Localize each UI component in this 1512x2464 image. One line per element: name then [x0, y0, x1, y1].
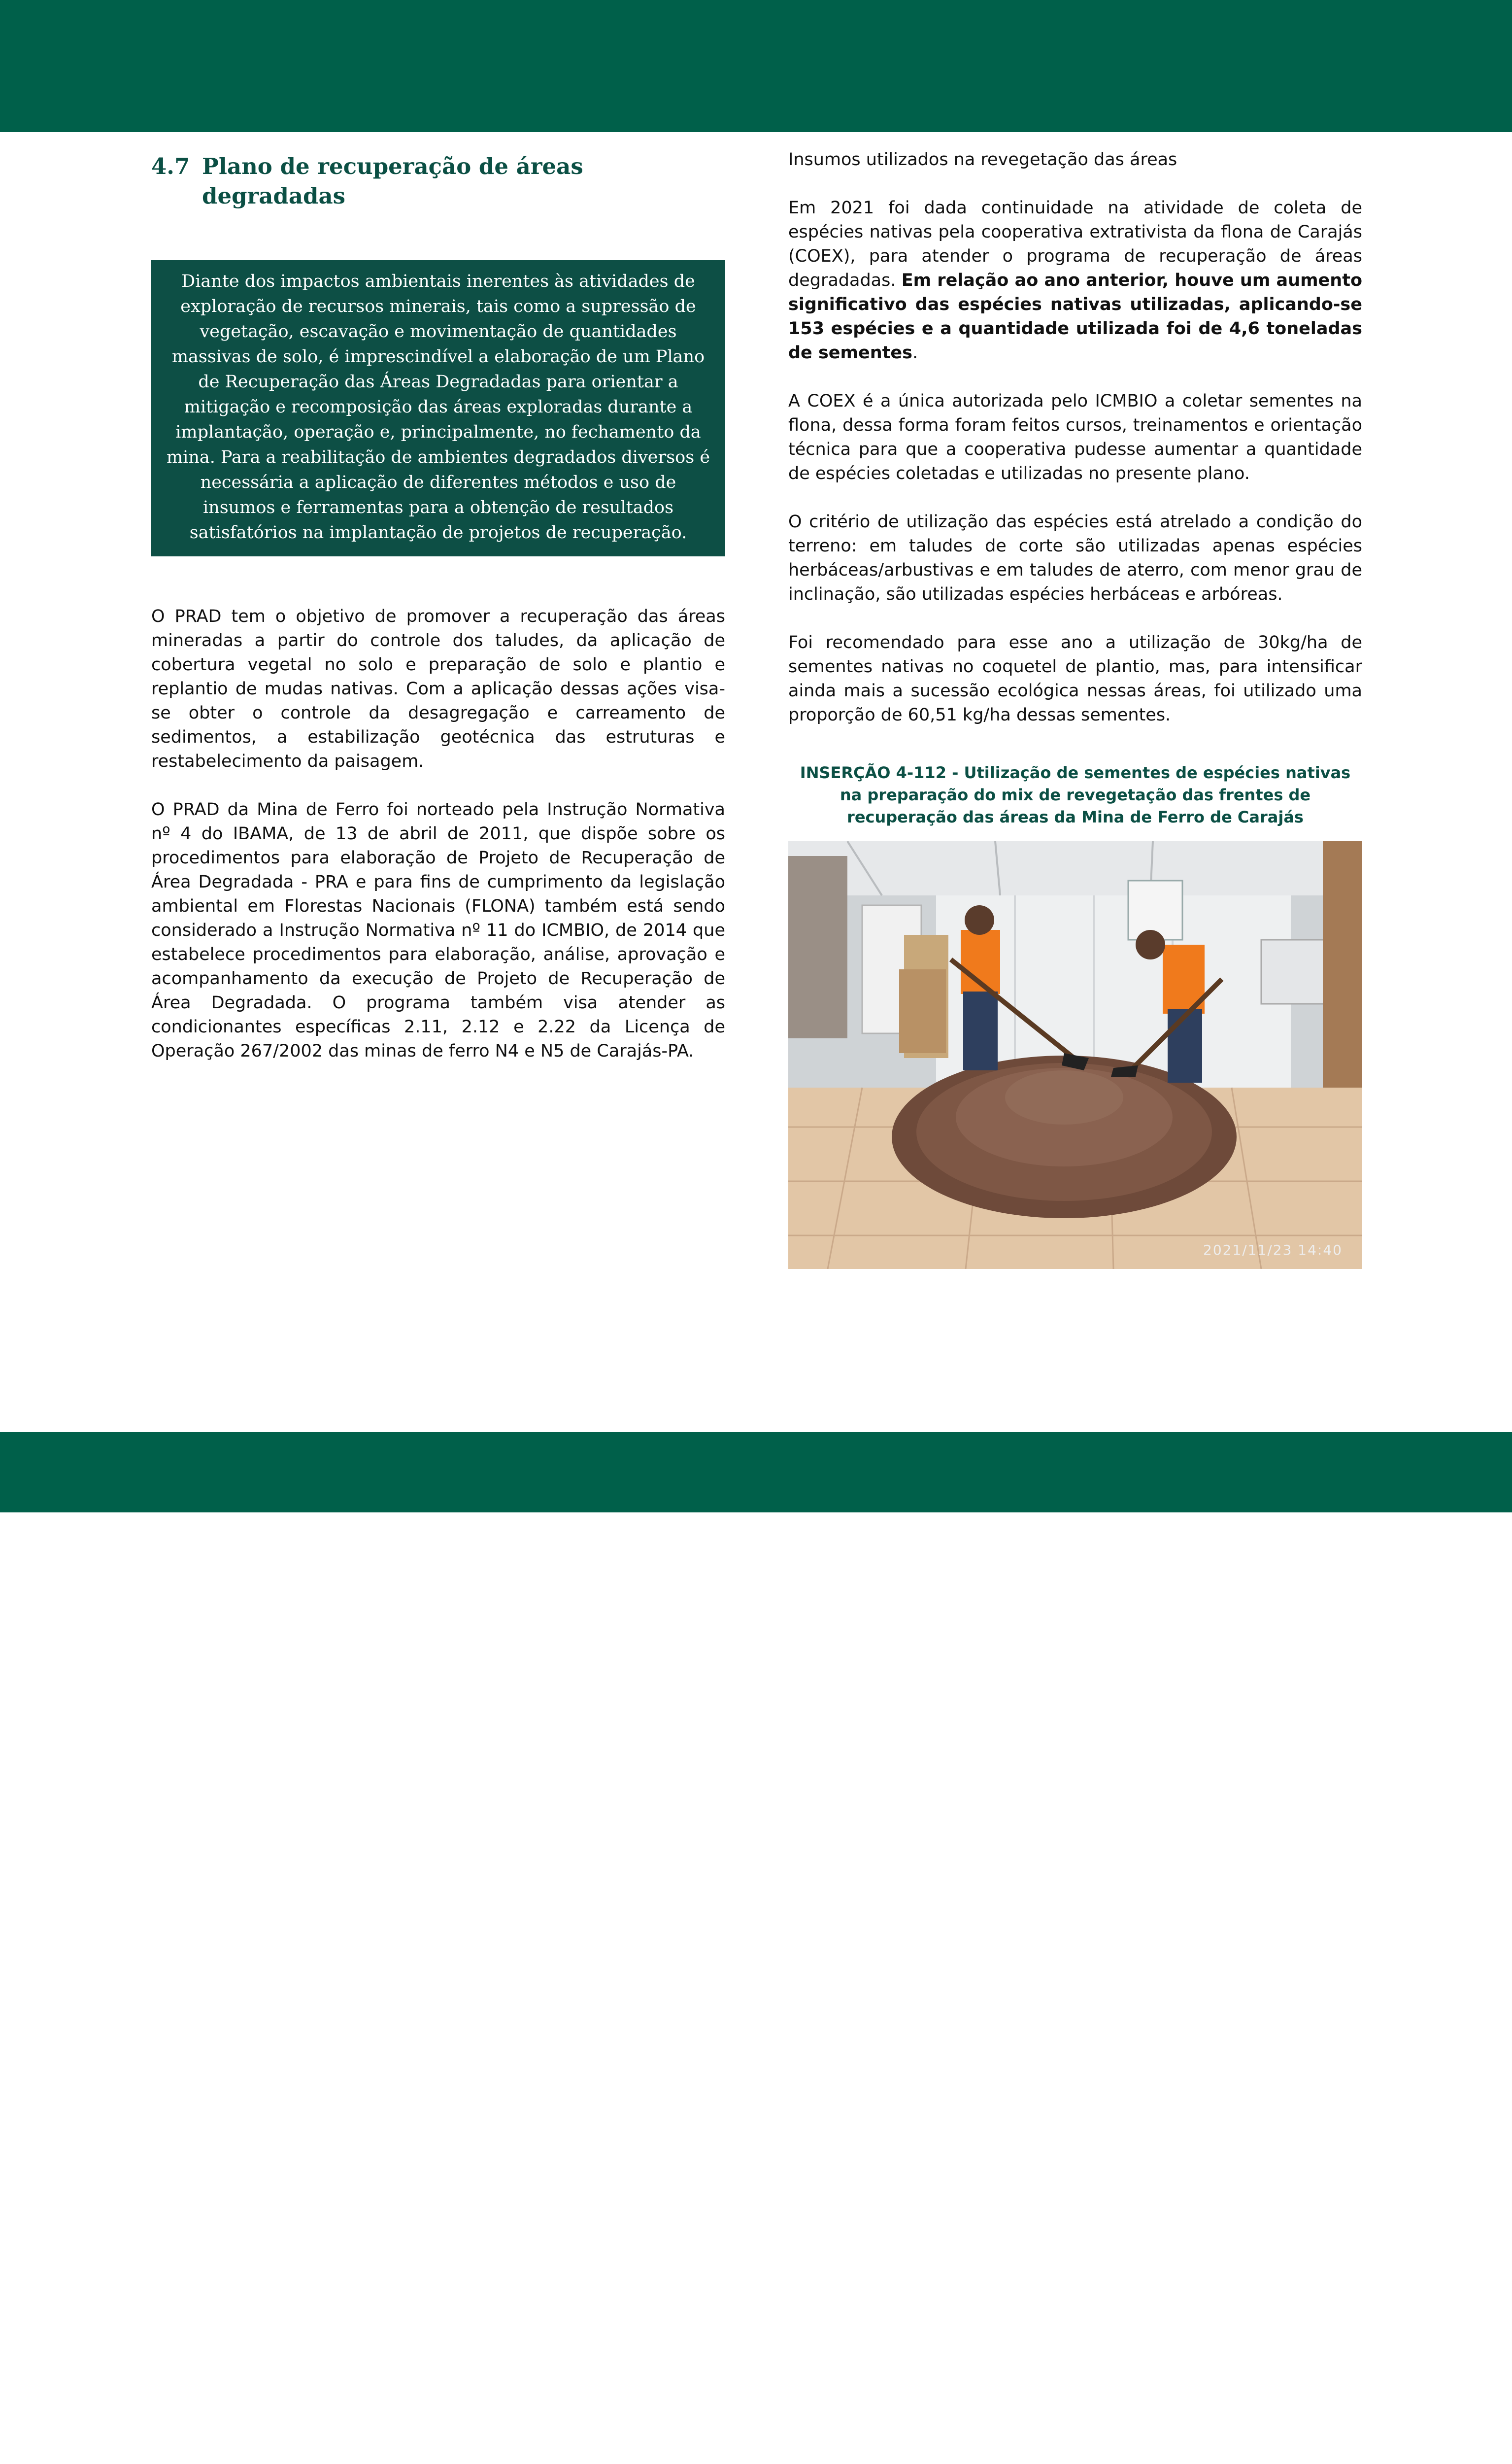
paragraph-recommendation: Foi recomendado para esse ano a utilização de 30kg/ha de sementes nativas no coquetel de plantio, mas, para intensificar ainda mais a sucessão ecológica nessas áreas, foi utilizado uma proporção de 60,51 kg/ha dessas sementes. — [788, 633, 1362, 725]
right-body — [788, 196, 1362, 727]
subsection-heading: Insumos utilizados na revegetação das áreas — [788, 150, 1177, 170]
section-number: 4.7 — [151, 153, 190, 179]
section-heading — [151, 152, 725, 211]
figure-caption: INSERÇÃO 4-112 - Utilização de sementes de espécies nativas na preparação do mix de revegetação das frentes de recuperação das áreas da Mina de Ferro de Carajás — [800, 763, 1351, 826]
paragraph-seed-collection-text: Em 2021 foi dada continuidade na atividade de coleta de espécies nativas pela cooperativa extrativista da flona de Carajás (COEX), para atender o programa de recuperação de áreas degradadas. — [788, 198, 1362, 290]
paragraph-prad-objective: O PRAD tem o objetivo de promover a recuperação das áreas mineradas a partir do controle dos taludes, da aplicação de cobertura vegetal no solo e preparação de solo e plantio e replantio de mudas nativas. Com a aplicação dessas ações visa-se obter o controle da desagregação e carreamento de sedimentos, a estabilização geotécnica das estruturas e restabelecimento da paisagem. — [151, 607, 725, 771]
right-column — [788, 148, 1362, 1269]
paragraph-coex: A COEX é a única autorizada pelo ICMBIO a coletar sementes na flona, dessa forma foram feitos cursos, treinamentos e orientação técnica para que a cooperativa pudesse aumentar a quantidade de espécies coletadas e utilizadas no presente plano. — [788, 391, 1362, 483]
paragraph-seed-collection-highlight: Em relação ao ano anterior, houve um aumento significativo das espécies nativas utilizadas, aplicando-se 153 espécies e a quantidade utilizada foi de 4,6 toneladas de sementes — [788, 271, 1362, 363]
left-body — [151, 605, 725, 1063]
section-title: Plano de recuperação de áreas degradadas — [202, 153, 583, 209]
photo-timestamp: 2021/11/23 14:40 — [1203, 1242, 1343, 1258]
footer-band — [0, 1432, 1512, 1512]
seed-mixing-photo — [788, 841, 1362, 1269]
header-band — [0, 0, 1512, 132]
paragraph-seed-collection-end: . — [912, 343, 918, 363]
paragraph-prad-legislation: O PRAD da Mina de Ferro foi norteado pela Instrução Normativa nº 4 do IBAMA, de 13 de abril de 2011, que dispõe sobre os procedimentos para elaboração de Projeto de Recuperação de Área Degradada - PRA e para fins de cumprimento da legislação ambiental em Florestas Nacionais (FLONA) também está sendo considerado a Instrução Normativa nº 11 do ICMBIO, de 2014 que estabelece procedimentos para elaboração, análise, aprovação e acompanhamento da execução de Projeto de Recuperação de Área Degradada. O programa também visa atender as condicionantes específicas 2.11, 2.12 e 2.22 da Licença de Operação 267/2002 das minas de ferro N4 e N5 de Carajás-PA. — [151, 800, 725, 1061]
left-column — [151, 148, 725, 1088]
paragraph-seed-collection — [788, 196, 1362, 365]
photo-illustration — [788, 841, 1362, 1269]
callout-box: Diante dos impactos ambientais inerentes às atividades de exploração de recursos minerais, tais como a supressão de vegetação, escavação e movimentação de quantidades massivas de solo, é imprescindível a elaboração de um Plano de Recuperação das Áreas Degradadas para orientar a mitigação e recomposição das áreas exploradas durante a implantação, operação e, principalmente, no fechamento da mina. Para a reabilitação de ambientes degradados diversos é necessária a aplicação de diferentes métodos e uso de insumos e ferramentas para a obtenção de resultados satisfatórios na implantação de projetos de recuperação. — [151, 260, 725, 556]
paragraph-criteria: O critério de utilização das espécies está atrelado a condição do terreno: em taludes de corte são utilizadas apenas espécies herbáceas/arbustivas e em taludes de aterro, com menor grau de inclinação, são utilizadas espécies herbáceas e arbóreas. — [788, 512, 1362, 604]
